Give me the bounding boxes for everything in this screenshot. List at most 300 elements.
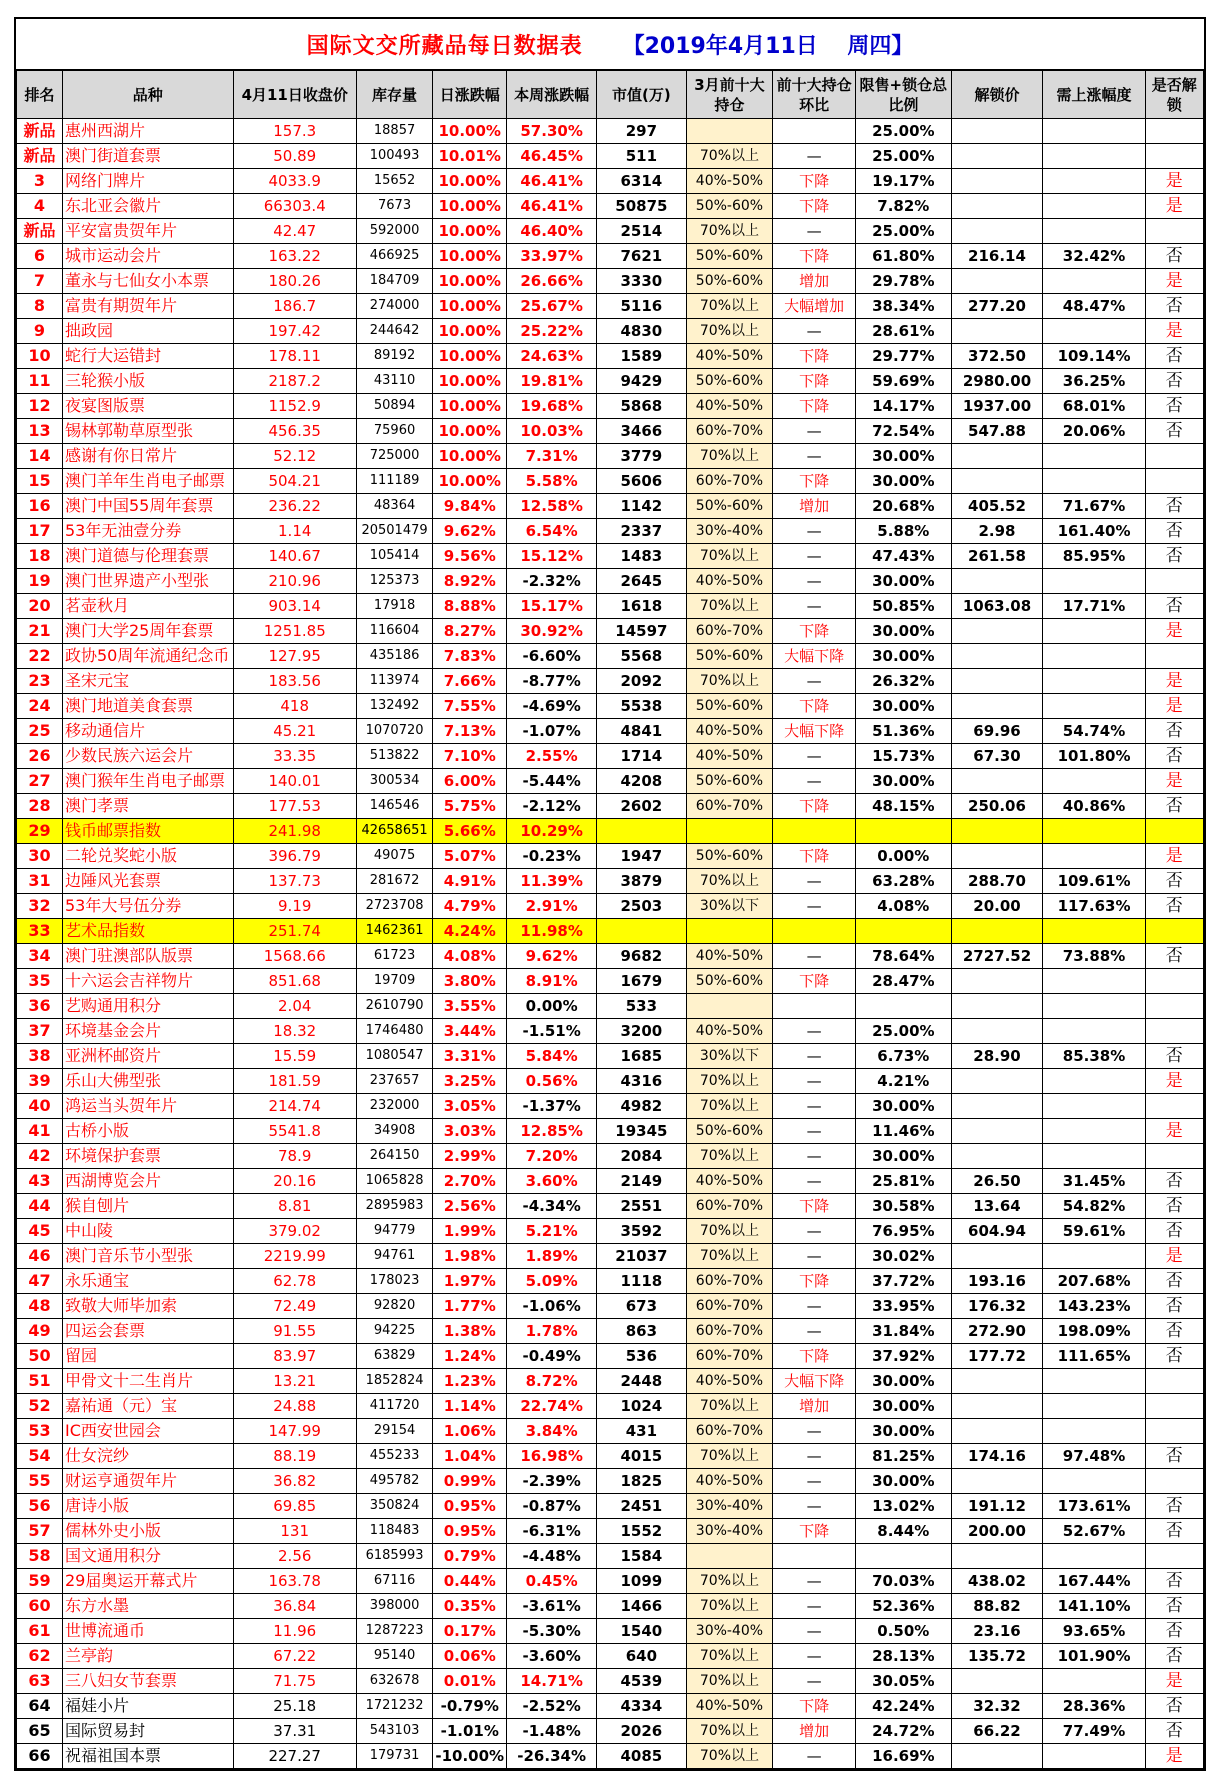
cell-mcap: 1584	[597, 1544, 687, 1569]
cell-mcap: 2448	[597, 1369, 687, 1394]
cell-need-rise	[1043, 569, 1145, 594]
cell-need-rise: 31.45%	[1043, 1169, 1145, 1194]
cell-mcap: 1825	[597, 1469, 687, 1494]
cell-need-rise	[1043, 694, 1145, 719]
cell-limit: 8.44%	[856, 1519, 951, 1544]
cell-name: 边陲风光套票	[62, 869, 233, 894]
cell-daily: 7.66%	[433, 669, 507, 694]
cell-unlocked: 否	[1145, 894, 1203, 919]
cell-rank: 11	[17, 369, 63, 394]
cell-mcap: 4830	[597, 319, 687, 344]
cell-name: 澳门道德与伦理套票	[62, 544, 233, 569]
cell-trend: —	[773, 319, 856, 344]
cell-rank: 12	[17, 394, 63, 419]
cell-weekly: 22.74%	[507, 1394, 597, 1419]
cell-unlock-price: 66.22	[951, 1719, 1043, 1744]
cell-mcap	[597, 919, 687, 944]
cell-trend: —	[773, 594, 856, 619]
cell-rank: 10	[17, 344, 63, 369]
cell-rank: 14	[17, 444, 63, 469]
header-rank: 排名	[17, 71, 63, 119]
cell-holding: 50%-60%	[686, 644, 772, 669]
cell-stock: 2610790	[356, 994, 432, 1019]
cell-trend: —	[773, 744, 856, 769]
cell-close: 251.74	[233, 919, 356, 944]
table-row	[17, 1119, 1204, 1144]
cell-mcap: 1685	[597, 1044, 687, 1069]
cell-need-rise	[1043, 1069, 1145, 1094]
cell-daily: 0.17%	[433, 1619, 507, 1644]
cell-weekly: 16.98%	[507, 1444, 597, 1469]
cell-limit: 25.81%	[856, 1169, 951, 1194]
cell-holding	[686, 119, 772, 144]
cell-name: 澳门街道套票	[62, 144, 233, 169]
cell-stock: 1080547	[356, 1044, 432, 1069]
table-row	[17, 1519, 1204, 1544]
cell-holding	[686, 1544, 772, 1569]
cell-mcap: 1466	[597, 1594, 687, 1619]
cell-need-rise	[1043, 469, 1145, 494]
cell-rank: 4	[17, 194, 63, 219]
cell-close: 1152.9	[233, 394, 356, 419]
cell-daily: 3.25%	[433, 1069, 507, 1094]
cell-name: 澳门中国55周年套票	[62, 494, 233, 519]
cell-name: 网络门牌片	[62, 169, 233, 194]
cell-rank: 20	[17, 594, 63, 619]
cell-limit: 30.00%	[856, 694, 951, 719]
cell-stock: 281672	[356, 869, 432, 894]
cell-name: 东方水墨	[62, 1594, 233, 1619]
table-row	[17, 1194, 1204, 1219]
cell-weekly: -26.34%	[507, 1744, 597, 1769]
cell-rank: 65	[17, 1719, 63, 1744]
cell-rank: 52	[17, 1394, 63, 1419]
cell-unlock-price	[951, 644, 1043, 669]
cell-need-rise: 54.74%	[1043, 719, 1145, 744]
table-row	[17, 494, 1204, 519]
cell-unlock-price	[951, 619, 1043, 644]
table-row	[17, 319, 1204, 344]
cell-unlocked: 是	[1145, 619, 1203, 644]
cell-rank: 47	[17, 1269, 63, 1294]
cell-mcap: 2645	[597, 569, 687, 594]
cell-close: 78.9	[233, 1144, 356, 1169]
cell-unlock-price: 67.30	[951, 744, 1043, 769]
cell-holding: 40%-50%	[686, 719, 772, 744]
cell-trend: 下降	[773, 394, 856, 419]
cell-mcap: 863	[597, 1319, 687, 1344]
cell-trend	[773, 819, 856, 844]
cell-need-rise: 40.86%	[1043, 794, 1145, 819]
cell-daily: 9.84%	[433, 494, 507, 519]
cell-mcap: 14597	[597, 619, 687, 644]
cell-weekly: 2.91%	[507, 894, 597, 919]
cell-unlock-price	[951, 1419, 1043, 1444]
cell-name: 53年无油壹分券	[62, 519, 233, 544]
cell-holding: 50%-60%	[686, 369, 772, 394]
cell-daily: 1.14%	[433, 1394, 507, 1419]
header-stock: 库存量	[356, 71, 432, 119]
cell-trend: —	[773, 544, 856, 569]
cell-trend: —	[773, 1044, 856, 1069]
cell-holding: 30%-40%	[686, 1519, 772, 1544]
cell-limit: 28.61%	[856, 319, 951, 344]
cell-name: 政协50周年流通纪念币	[62, 644, 233, 669]
cell-weekly: 26.66%	[507, 269, 597, 294]
cell-close: 214.74	[233, 1094, 356, 1119]
cell-stock: 132492	[356, 694, 432, 719]
cell-trend: 大幅下降	[773, 644, 856, 669]
table-row	[17, 944, 1204, 969]
cell-need-rise	[1043, 319, 1145, 344]
cell-limit: 76.95%	[856, 1219, 951, 1244]
header-close: 4月11日收盘价	[233, 71, 356, 119]
cell-weekly: -3.60%	[507, 1644, 597, 1669]
cell-rank: 49	[17, 1319, 63, 1344]
cell-unlock-price	[951, 144, 1043, 169]
cell-weekly: 5.84%	[507, 1044, 597, 1069]
cell-mcap: 4208	[597, 769, 687, 794]
cell-name: 城市运动会片	[62, 244, 233, 269]
cell-need-rise	[1043, 769, 1145, 794]
cell-trend: —	[773, 569, 856, 594]
cell-rank: 8	[17, 294, 63, 319]
cell-rank: 44	[17, 1194, 63, 1219]
table-row	[17, 294, 1204, 319]
cell-unlock-price	[951, 269, 1043, 294]
cell-stock: 398000	[356, 1594, 432, 1619]
table-row	[17, 669, 1204, 694]
cell-name: 古桥小版	[62, 1119, 233, 1144]
cell-close: 131	[233, 1519, 356, 1544]
cell-stock: 20501479	[356, 519, 432, 544]
cell-rank: 46	[17, 1244, 63, 1269]
cell-need-rise	[1043, 144, 1145, 169]
cell-trend: —	[773, 1669, 856, 1694]
cell-rank: 新品	[17, 144, 63, 169]
cell-need-rise: 161.40%	[1043, 519, 1145, 544]
cell-rank: 16	[17, 494, 63, 519]
cell-unlocked	[1145, 1094, 1203, 1119]
cell-unlocked	[1145, 994, 1203, 1019]
cell-holding: 70%以上	[686, 1719, 772, 1744]
cell-daily: 0.01%	[433, 1669, 507, 1694]
cell-limit: 59.69%	[856, 369, 951, 394]
cell-trend: —	[773, 1494, 856, 1519]
table-row	[17, 1619, 1204, 1644]
cell-mcap: 3330	[597, 269, 687, 294]
cell-unlocked: 是	[1145, 1669, 1203, 1694]
cell-name: 圣宋元宝	[62, 669, 233, 694]
cell-trend: —	[773, 1119, 856, 1144]
table-row	[17, 894, 1204, 919]
cell-stock: 2723708	[356, 894, 432, 919]
cell-unlock-price: 261.58	[951, 544, 1043, 569]
cell-need-rise: 97.48%	[1043, 1444, 1145, 1469]
cell-stock: 17918	[356, 594, 432, 619]
cell-limit: 50.85%	[856, 594, 951, 619]
cell-limit: 30.00%	[856, 1469, 951, 1494]
cell-name: 茗壶秋月	[62, 594, 233, 619]
cell-unlocked: 否	[1145, 419, 1203, 444]
cell-rank: 22	[17, 644, 63, 669]
cell-weekly: 1.78%	[507, 1319, 597, 1344]
cell-weekly: 25.22%	[507, 319, 597, 344]
cell-holding: 40%-50%	[686, 569, 772, 594]
cell-need-rise: 68.01%	[1043, 394, 1145, 419]
table-row	[17, 544, 1204, 569]
cell-stock: 89192	[356, 344, 432, 369]
cell-stock: 1070720	[356, 719, 432, 744]
table-row	[17, 1019, 1204, 1044]
cell-weekly: -2.12%	[507, 794, 597, 819]
cell-unlock-price	[951, 169, 1043, 194]
cell-unlock-price	[951, 469, 1043, 494]
cell-need-rise	[1043, 919, 1145, 944]
cell-need-rise: 85.38%	[1043, 1044, 1145, 1069]
cell-unlock-price	[951, 444, 1043, 469]
cell-limit: 11.46%	[856, 1119, 951, 1144]
cell-name: 感谢有你日常片	[62, 444, 233, 469]
cell-name: 儒林外史小版	[62, 1519, 233, 1544]
cell-unlock-price: 135.72	[951, 1644, 1043, 1669]
cell-stock: 94779	[356, 1219, 432, 1244]
table-row	[17, 919, 1204, 944]
table-row	[17, 1719, 1204, 1744]
cell-unlocked: 否	[1145, 1044, 1203, 1069]
cell-name: 拙政园	[62, 319, 233, 344]
cell-limit: 25.00%	[856, 144, 951, 169]
cell-daily: 10.00%	[433, 344, 507, 369]
cell-weekly: -0.23%	[507, 844, 597, 869]
cell-close: 37.31	[233, 1719, 356, 1744]
cell-limit: 30.02%	[856, 1244, 951, 1269]
cell-rank: 29	[17, 819, 63, 844]
cell-weekly: -1.07%	[507, 719, 597, 744]
cell-name: 环境基金会片	[62, 1019, 233, 1044]
table-row	[17, 569, 1204, 594]
table-row	[17, 869, 1204, 894]
cell-close: 62.78	[233, 1269, 356, 1294]
cell-rank: 34	[17, 944, 63, 969]
cell-trend: —	[773, 1094, 856, 1119]
cell-name: 国际贸易封	[62, 1719, 233, 1744]
cell-mcap: 1099	[597, 1569, 687, 1594]
cell-mcap: 4085	[597, 1744, 687, 1769]
cell-daily: 5.07%	[433, 844, 507, 869]
cell-holding: 70%以上	[686, 594, 772, 619]
cell-holding: 50%-60%	[686, 1119, 772, 1144]
cell-rank: 26	[17, 744, 63, 769]
cell-limit: 0.50%	[856, 1619, 951, 1644]
cell-trend: 增加	[773, 494, 856, 519]
cell-name: 澳门羊年生肖电子邮票	[62, 469, 233, 494]
cell-rank: 35	[17, 969, 63, 994]
cell-need-rise: 85.95%	[1043, 544, 1145, 569]
cell-holding: 70%以上	[686, 869, 772, 894]
cell-holding: 50%-60%	[686, 194, 772, 219]
cell-unlock-price	[951, 1669, 1043, 1694]
cell-limit: 38.34%	[856, 294, 951, 319]
cell-unlock-price: 23.16	[951, 1619, 1043, 1644]
cell-stock: 63829	[356, 1344, 432, 1369]
cell-holding: 40%-50%	[686, 1019, 772, 1044]
cell-limit: 24.72%	[856, 1719, 951, 1744]
cell-trend: —	[773, 1744, 856, 1769]
cell-limit: 7.82%	[856, 194, 951, 219]
cell-unlock-price: 604.94	[951, 1219, 1043, 1244]
cell-need-rise	[1043, 1119, 1145, 1144]
cell-limit: 5.88%	[856, 519, 951, 544]
cell-close: 140.67	[233, 544, 356, 569]
table-row	[17, 1744, 1204, 1769]
cell-rank: 15	[17, 469, 63, 494]
cell-daily: 3.44%	[433, 1019, 507, 1044]
cell-name: 移动通信片	[62, 719, 233, 744]
cell-unlocked: 否	[1145, 1569, 1203, 1594]
cell-weekly: 5.58%	[507, 469, 597, 494]
cell-unlock-price: 177.72	[951, 1344, 1043, 1369]
cell-name: 世博流通币	[62, 1619, 233, 1644]
cell-close: 71.75	[233, 1669, 356, 1694]
cell-daily: 4.24%	[433, 919, 507, 944]
cell-mcap: 1714	[597, 744, 687, 769]
cell-need-rise	[1043, 1669, 1145, 1694]
cell-unlocked	[1145, 644, 1203, 669]
cell-unlock-price: 2727.52	[951, 944, 1043, 969]
cell-trend: 下降	[773, 244, 856, 269]
cell-limit: 30.00%	[856, 1094, 951, 1119]
cell-mcap: 1679	[597, 969, 687, 994]
cell-need-rise: 101.80%	[1043, 744, 1145, 769]
cell-trend: —	[773, 1219, 856, 1244]
cell-mcap: 4015	[597, 1444, 687, 1469]
cell-trend: 下降	[773, 844, 856, 869]
cell-limit: 25.00%	[856, 219, 951, 244]
cell-stock: 300534	[356, 769, 432, 794]
table-row	[17, 1419, 1204, 1444]
cell-unlocked: 否	[1145, 944, 1203, 969]
cell-close: 66303.4	[233, 194, 356, 219]
cell-unlock-price	[951, 969, 1043, 994]
cell-daily: 10.00%	[433, 319, 507, 344]
cell-close: 1251.85	[233, 619, 356, 644]
cell-close: 2219.99	[233, 1244, 356, 1269]
cell-unlocked: 否	[1145, 1219, 1203, 1244]
cell-holding: 30%以下	[686, 1044, 772, 1069]
cell-close: 69.85	[233, 1494, 356, 1519]
cell-unlocked: 否	[1145, 1719, 1203, 1744]
cell-need-rise	[1043, 644, 1145, 669]
cell-need-rise	[1043, 1469, 1145, 1494]
cell-holding: 50%-60%	[686, 494, 772, 519]
cell-holding: 60%-70%	[686, 1319, 772, 1344]
cell-limit: 61.80%	[856, 244, 951, 269]
cell-mcap: 21037	[597, 1244, 687, 1269]
cell-rank: 62	[17, 1644, 63, 1669]
cell-daily: 0.35%	[433, 1594, 507, 1619]
cell-name: 锡林郭勒草原型张	[62, 419, 233, 444]
cell-name: 三轮猴小版	[62, 369, 233, 394]
cell-close: 157.3	[233, 119, 356, 144]
cell-daily: 10.00%	[433, 219, 507, 244]
cell-daily: 2.70%	[433, 1169, 507, 1194]
cell-unlock-price	[951, 119, 1043, 144]
cell-close: 163.78	[233, 1569, 356, 1594]
cell-unlocked: 是	[1145, 1744, 1203, 1769]
table-row	[17, 994, 1204, 1019]
cell-holding: 60%-70%	[686, 794, 772, 819]
cell-unlock-price: 272.90	[951, 1319, 1043, 1344]
cell-daily: 1.04%	[433, 1444, 507, 1469]
cell-name: IC西安世园会	[62, 1419, 233, 1444]
cell-close: 33.35	[233, 744, 356, 769]
cell-trend: 下降	[773, 1519, 856, 1544]
cell-close: 25.18	[233, 1694, 356, 1719]
cell-name: 乐山大佛型张	[62, 1069, 233, 1094]
cell-name: 澳门大学25周年套票	[62, 619, 233, 644]
cell-close: 24.88	[233, 1394, 356, 1419]
cell-close: 8.81	[233, 1194, 356, 1219]
cell-need-rise	[1043, 119, 1145, 144]
cell-unlock-price	[951, 569, 1043, 594]
cell-weekly: 0.00%	[507, 994, 597, 1019]
cell-rank: 51	[17, 1369, 63, 1394]
table-row	[17, 844, 1204, 869]
cell-trend: —	[773, 1419, 856, 1444]
cell-need-rise	[1043, 1419, 1145, 1444]
cell-limit: 20.68%	[856, 494, 951, 519]
table-row	[17, 1544, 1204, 1569]
cell-daily: 0.95%	[433, 1519, 507, 1544]
cell-unlock-price: 288.70	[951, 869, 1043, 894]
cell-limit: 15.73%	[856, 744, 951, 769]
table-row	[17, 1269, 1204, 1294]
cell-limit: 13.02%	[856, 1494, 951, 1519]
cell-need-rise: 109.14%	[1043, 344, 1145, 369]
cell-unlocked: 否	[1145, 1194, 1203, 1219]
cell-limit: 31.84%	[856, 1319, 951, 1344]
cell-close: 186.7	[233, 294, 356, 319]
cell-daily: 2.99%	[433, 1144, 507, 1169]
cell-name: 财运亨通贺年片	[62, 1469, 233, 1494]
cell-limit: 29.77%	[856, 344, 951, 369]
cell-close: 180.26	[233, 269, 356, 294]
cell-daily: 8.92%	[433, 569, 507, 594]
cell-holding: 70%以上	[686, 669, 772, 694]
cell-weekly: 14.71%	[507, 1669, 597, 1694]
cell-holding: 30%-40%	[686, 519, 772, 544]
cell-daily: -10.00%	[433, 1744, 507, 1769]
cell-holding: 70%以上	[686, 1669, 772, 1694]
cell-unlocked: 否	[1145, 494, 1203, 519]
cell-rank: 24	[17, 694, 63, 719]
cell-unlocked: 否	[1145, 1294, 1203, 1319]
cell-rank: 40	[17, 1094, 63, 1119]
cell-unlock-price	[951, 769, 1043, 794]
cell-need-rise: 117.63%	[1043, 894, 1145, 919]
cell-need-rise: 173.61%	[1043, 1494, 1145, 1519]
table-row	[17, 1244, 1204, 1269]
cell-trend: —	[773, 1244, 856, 1269]
cell-unlocked: 否	[1145, 1594, 1203, 1619]
cell-weekly: -4.34%	[507, 1194, 597, 1219]
cell-weekly: 10.29%	[507, 819, 597, 844]
cell-unlocked: 是	[1145, 1069, 1203, 1094]
cell-close: 137.73	[233, 869, 356, 894]
cell-stock: 116604	[356, 619, 432, 644]
table-row	[17, 1044, 1204, 1069]
